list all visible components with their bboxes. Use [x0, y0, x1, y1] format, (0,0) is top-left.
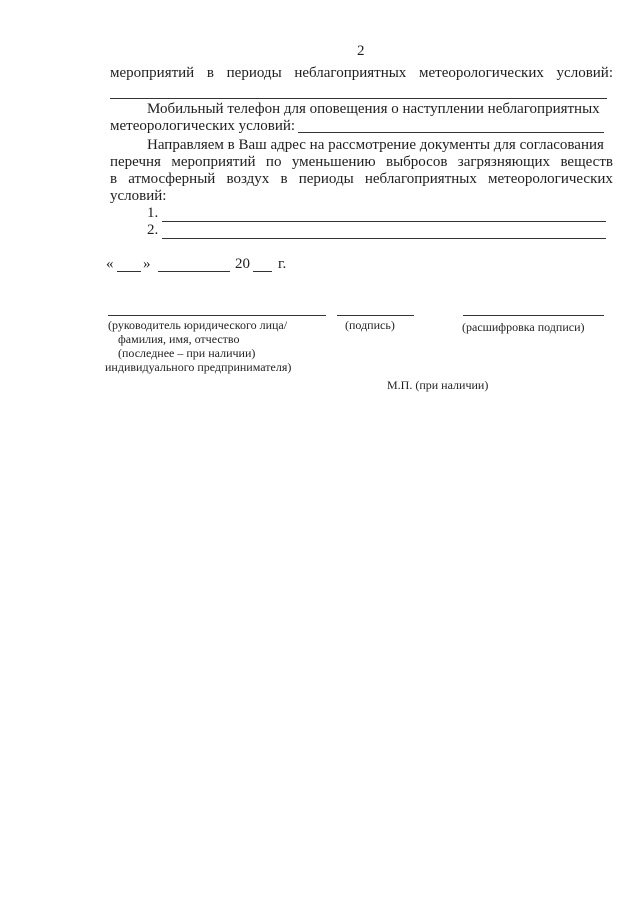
send-line-4: условий: [110, 188, 167, 204]
word: метеорологических [488, 171, 613, 187]
mobile-line-2: метеорологических условий: [110, 118, 296, 134]
word: загрязняющих [457, 154, 551, 170]
send-line-1: Направляем в Ваш адрес на рассмотрение документы для согласования [147, 137, 604, 153]
head-label-line-3: (последнее – при наличии) [118, 346, 256, 360]
mobile-phone-field[interactable] [298, 132, 604, 133]
head-label-line-1: (руководитель юридического лица/ [108, 318, 288, 332]
word: неблагоприятных [364, 171, 477, 187]
word: по [265, 154, 282, 170]
fill-line[interactable] [110, 98, 607, 99]
signature-field[interactable] [337, 315, 414, 316]
list-item-number: 1. [147, 205, 159, 221]
word: атмосферный [128, 171, 216, 187]
mobile-line-1: Мобильный телефон для оповещения о наступлении неблагоприятных [147, 101, 600, 117]
word: воздух [226, 171, 270, 187]
word: неблагоприятных [294, 65, 407, 81]
word: перечня [110, 154, 161, 170]
list-item-field[interactable] [162, 221, 606, 222]
word: веществ [560, 154, 613, 170]
word: периоды [226, 65, 282, 81]
word: в [280, 171, 288, 187]
word: метеорологических [418, 65, 544, 81]
signature-decode-field[interactable] [463, 315, 604, 316]
send-line-3 [110, 171, 613, 188]
date-day-field[interactable] [117, 271, 141, 272]
word: в [110, 171, 118, 187]
word: мероприятий [171, 154, 256, 170]
head-name-field[interactable] [108, 315, 326, 316]
decode-label: (расшифровка подписи) [462, 320, 585, 334]
word: периоды [298, 171, 354, 187]
date-year-field[interactable] [253, 271, 272, 272]
date-month-field[interactable] [158, 271, 230, 272]
list-item-number: 2. [147, 222, 159, 238]
date-year-suffix: г. [278, 256, 287, 272]
word: условий: [556, 65, 613, 81]
word: уменьшению [291, 154, 376, 170]
word: в [206, 65, 214, 81]
stamp-label: М.П. (при наличии) [387, 378, 489, 392]
date-year-prefix: 20 [235, 256, 250, 272]
send-line-2 [110, 154, 613, 171]
word: выбросов [386, 154, 448, 170]
list-item-field[interactable] [162, 238, 606, 239]
date-open-quote: « [106, 256, 114, 272]
head-label-line-2: фамилия, имя, отчество [118, 332, 240, 346]
page-number: 2 [357, 43, 365, 59]
head-label-line-4: индивидуального предпринимателя) [105, 360, 292, 374]
line-measures [110, 65, 613, 82]
date-close-quote: » [143, 256, 151, 272]
sign-label: (подпись) [345, 318, 395, 332]
word: мероприятий [110, 65, 195, 81]
